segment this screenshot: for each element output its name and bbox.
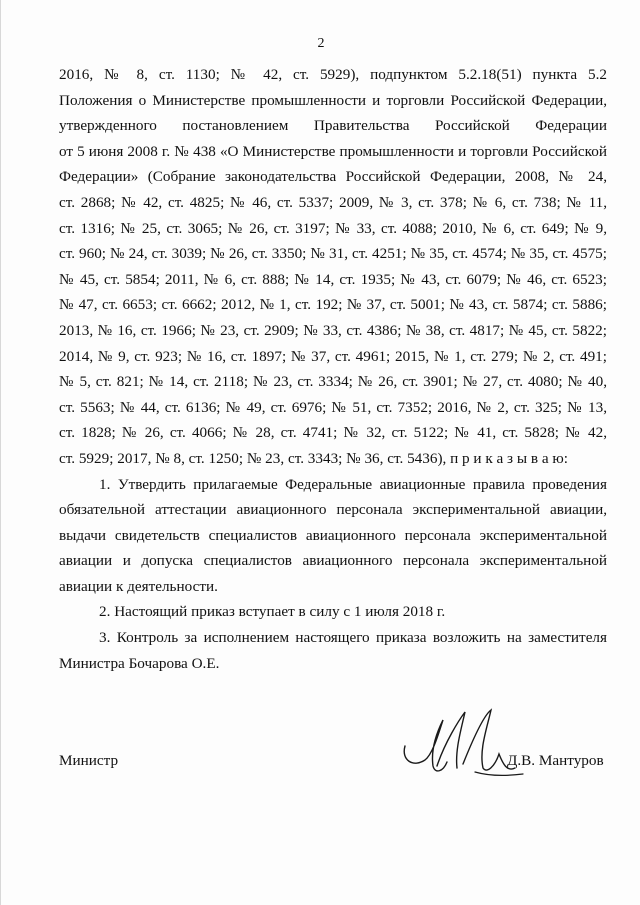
paragraph-item-1 (59, 472, 607, 600)
page-number: 2 (317, 36, 325, 51)
text-line: 2. Настоящий приказ вступает в силу с 1 июля 2018 г. (99, 603, 446, 621)
text-line: Министра Бочарова О.Е. (59, 654, 220, 672)
text-line: авиации и допуска специалистов авиационного персонала экспериментальной (59, 552, 607, 570)
text-line: ст. 5563; № 44, ст. 6136; № 49, ст. 6976; № 51, ст. 7352; 2016, № 2, ст. 325; № 13, (59, 398, 607, 416)
text-line: ст. 1316; № 25, ст. 3065; № 26, ст. 3197; № 33, ст. 4088; 2010, № 6, ст. 649; № 9, (59, 219, 607, 237)
signer-name: Д.В. Мантуров (507, 752, 604, 769)
text-line: ст. 5929; 2017, № 8, ст. 1250; № 23, ст. 3343; № 36, ст. 5436), п р и к а з ы в а ю: (59, 449, 568, 467)
text-line: 2013, № 16, ст. 1966; № 23, ст. 2909; № 33, ст. 4386; № 38, ст. 4817; № 45, ст. 5822; (59, 321, 607, 339)
text-line: 3. Контроль за исполнением настоящего приказа возложить на заместителя (99, 629, 607, 647)
paragraph-item-2 (59, 599, 607, 625)
text-line: обязательной аттестации авиационного персонала экспериментальной авиации, (59, 501, 607, 519)
text-line: № 47, ст. 6653; ст. 6662; 2012, № 1, ст. 192; № 37, ст. 5001; № 43, ст. 5874; ст. 5886; (59, 296, 607, 314)
text-line: ст. 1828; № 26, ст. 4066; № 28, ст. 4741; № 32, ст. 5122; № 41, ст. 5828; № 42, (59, 424, 607, 442)
signatory-title: Министр (59, 752, 119, 769)
text-line: ст. 960; № 24, ст. 3039; № 26, ст. 3350; № 31, ст. 4251; № 35, ст. 4574; № 35, ст. 4575; (59, 245, 607, 263)
handwritten-signature (399, 702, 529, 782)
text-line: утвержденного постановлением Правительства Российской Федерации (59, 117, 607, 135)
text-line: ст. 2868; № 42, ст. 4825; № 46, ст. 5337; 2009, № 3, ст. 378; № 6, ст. 738; № 11, (59, 193, 607, 211)
text-line: Положения о Министерстве промышленности и торговли Российской Федерации, (59, 91, 607, 109)
text-line: 2016, № 8, ст. 1130; № 42, ст. 5929), подпунктом 5.2.18(51) пункта 5.2 (59, 66, 607, 83)
text-line: № 45, ст. 5854; 2011, № 6, ст. 888; № 14, ст. 1935; № 43, ст. 6079; № 46, ст. 6523; (59, 270, 607, 288)
text-line: № 5, ст. 821; № 14, ст. 2118; № 23, ст. 3334; № 26, ст. 3901; № 27, ст. 4080; № 40, (59, 373, 607, 391)
text-line: выдачи свидетельств специалистов авиационного персонала экспериментальной (59, 526, 607, 544)
text-line: Федерации» (Собрание законодательства Российской Федерации, 2008, № 24, (59, 168, 607, 186)
document-body (59, 62, 607, 676)
text-line: авиации к деятельности. (59, 577, 218, 595)
text-line: 2014, № 9, ст. 923; № 16, ст. 1897; № 37, ст. 4961; 2015, № 1, ст. 279; № 2, ст. 491; (59, 347, 607, 365)
paragraph-preamble (59, 62, 607, 472)
paragraph-item-3 (59, 625, 607, 676)
text-line: 1. Утвердить прилагаемые Федеральные авиационные правила проведения (99, 475, 607, 493)
text-line: от 5 июня 2008 г. № 438 «О Министерстве промышленности и торговли Российской (59, 142, 607, 160)
